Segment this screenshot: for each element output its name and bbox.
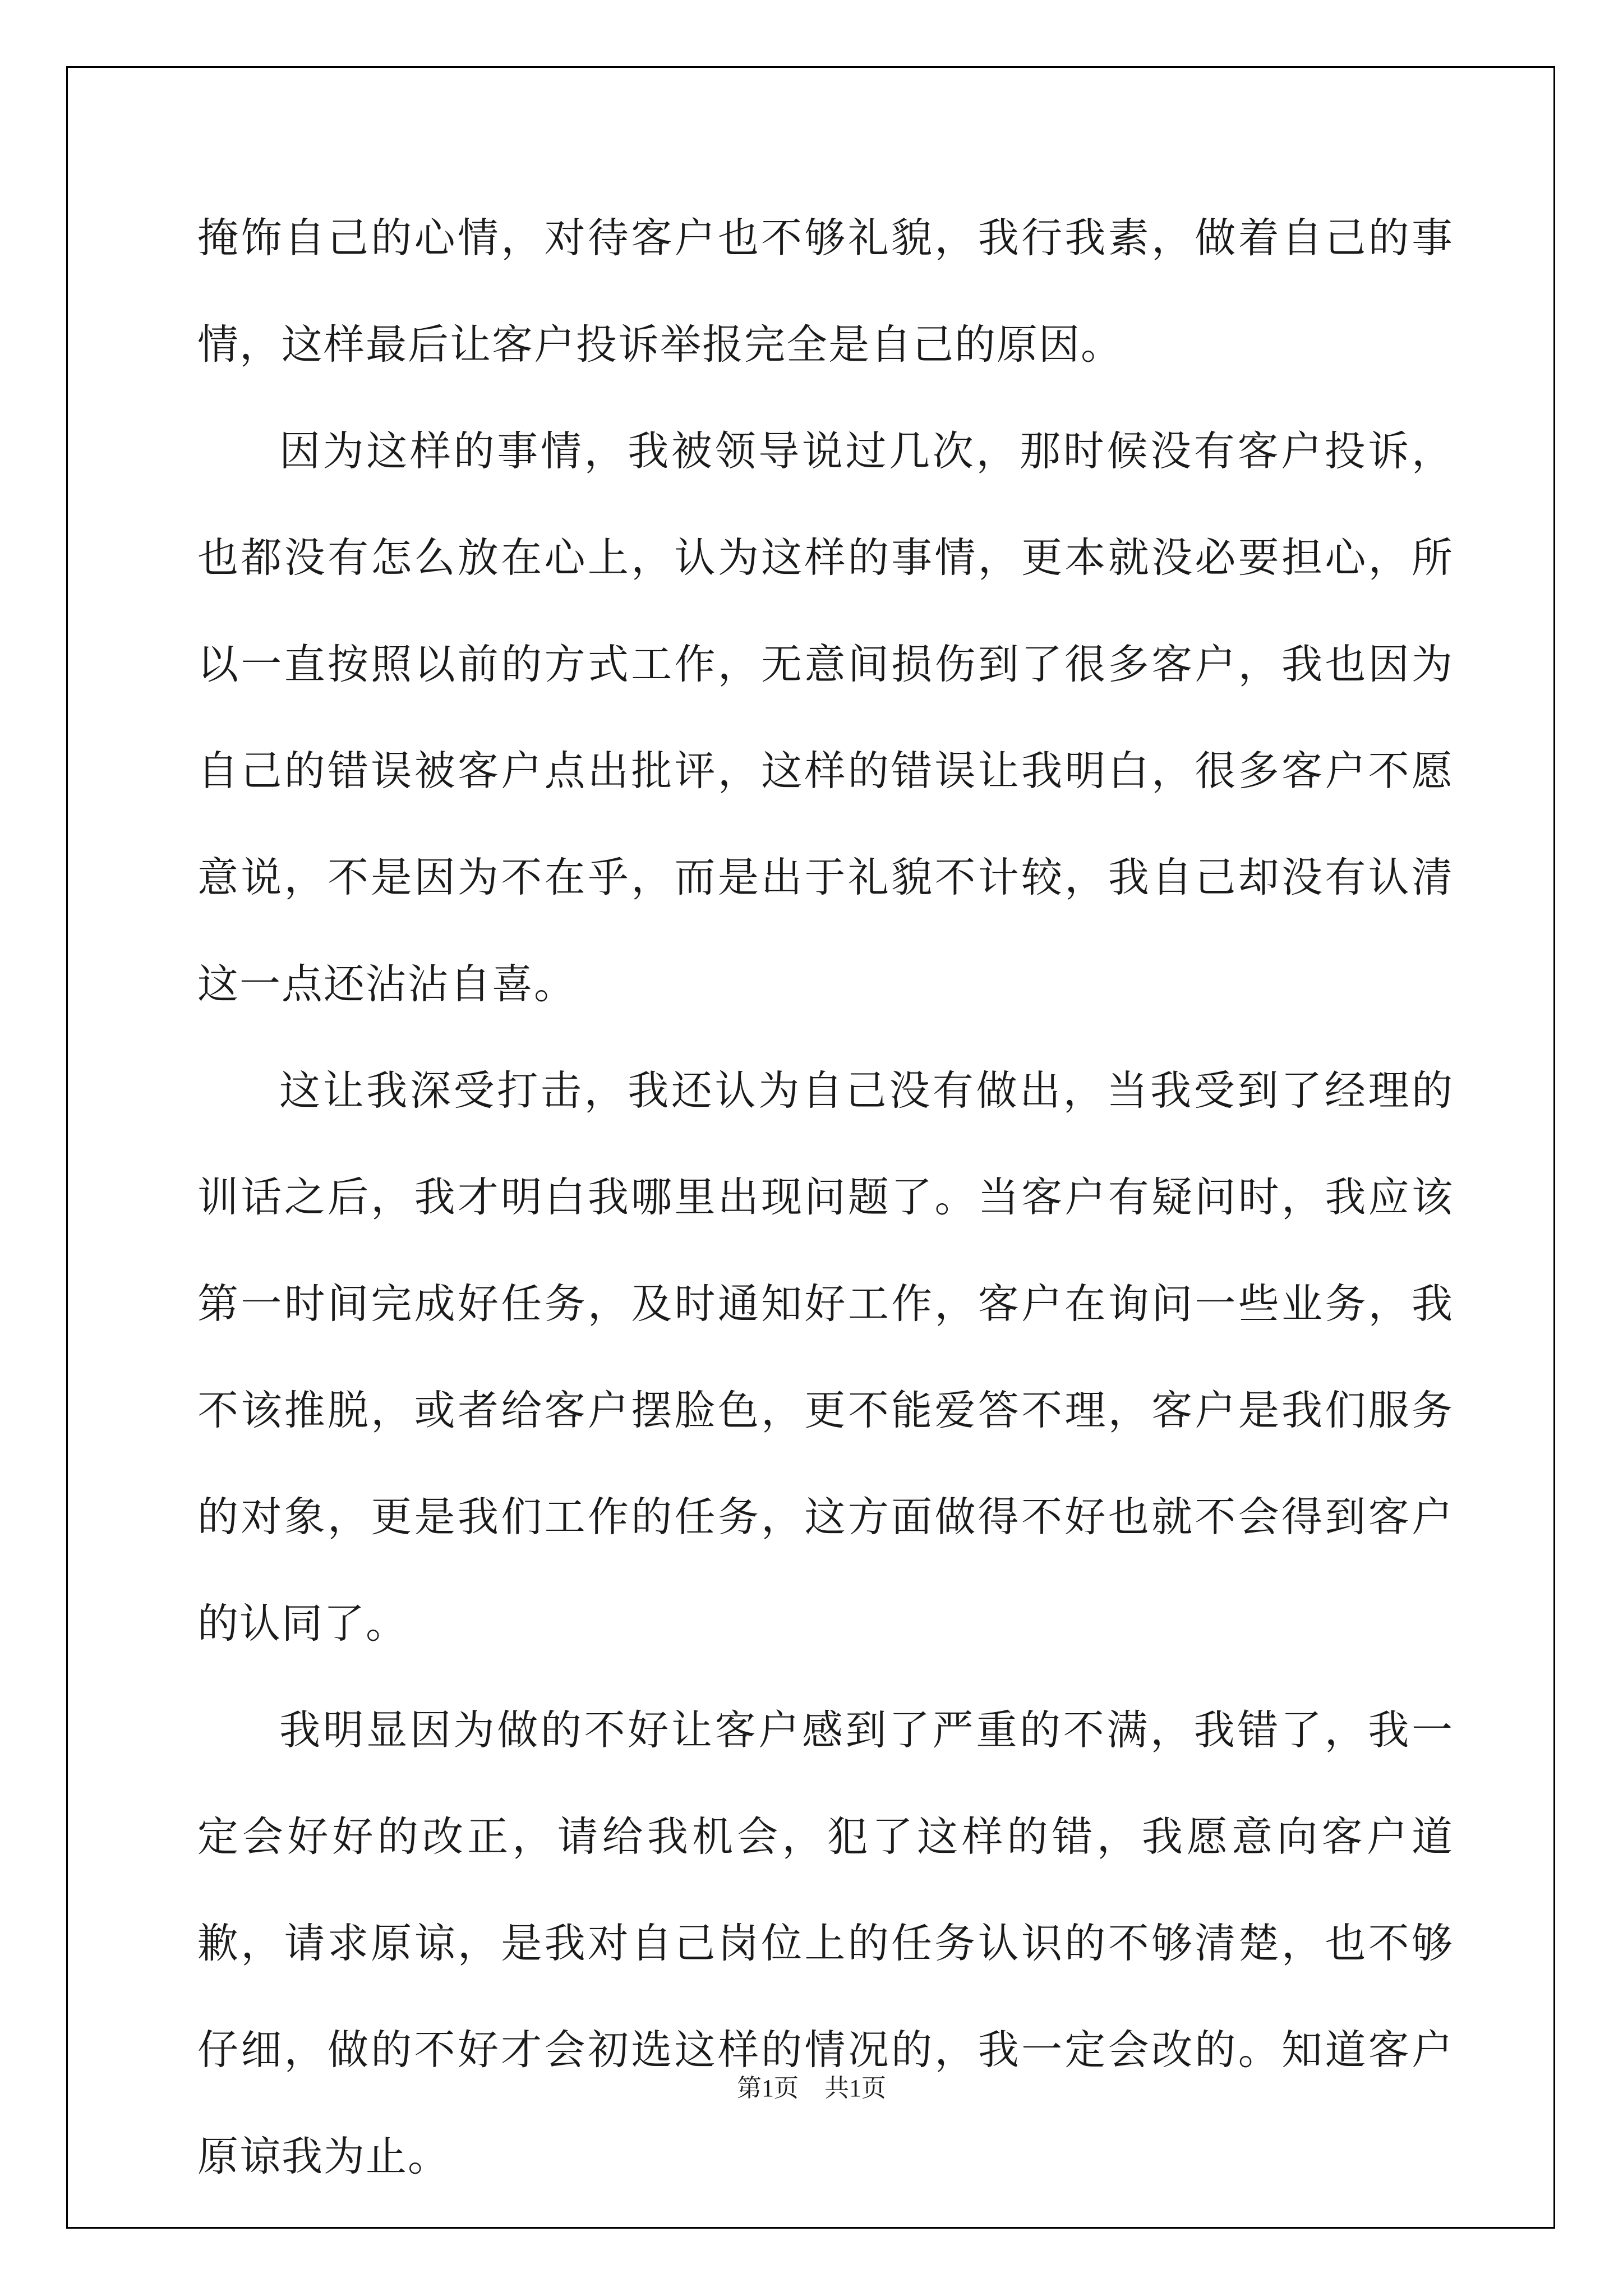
document-body [197, 185, 1454, 2210]
paragraph-1: 掩饰自己的心情，对待客户也不够礼貌，我行我素，做着自己的事情，这样最后让客户投诉举报完全是自己的原因。 [197, 214, 1454, 369]
page-number: 第1页 [737, 2074, 799, 2102]
page-footer [0, 2068, 1623, 2104]
page-total: 共1页 [824, 2074, 886, 2102]
paragraph-2: 因为这样的事情，我被领导说过几次，那时候没有客户投诉，也都没有怎么放在心上，认为这样的事情，更本就没必要担心，所以一直按照以前的方式工作，无意间损伤到了很多客户，我也因为自己的错误被客户点出批评，这样的错误让我明白，很多客户不愿意说，不是因为不在乎，而是出于礼貌不计较，我自己却没有认清这一点还沾沾自喜。 [197, 427, 1454, 1008]
paragraph-3: 这让我深受打击，我还认为自己没有做出，当我受到了经理的训话之后，我才明白我哪里出现问题了。当客户有疑问时，我应该第一时间完成好任务，及时通知好工作，客户在询问一些业务，我不该推脱，或者给客户摆脸色，更不能爱答不理，客户是我们服务的对象，更是我们工作的任务，这方面做得不好也就不会得到客户的认同了。 [197, 1067, 1454, 1648]
paragraph-4: 我明显因为做的不好让客户感到了严重的不满，我错了，我一定会好好的改正，请给我机会，犯了这样的错，我愿意向客户道歉，请求原谅，是我对自己岗位上的任务认识的不够清楚，也不够仔细，做的不好才会初选这样的情况的，我一定会改的。知道客户原谅我为止。 [197, 1706, 1454, 2180]
